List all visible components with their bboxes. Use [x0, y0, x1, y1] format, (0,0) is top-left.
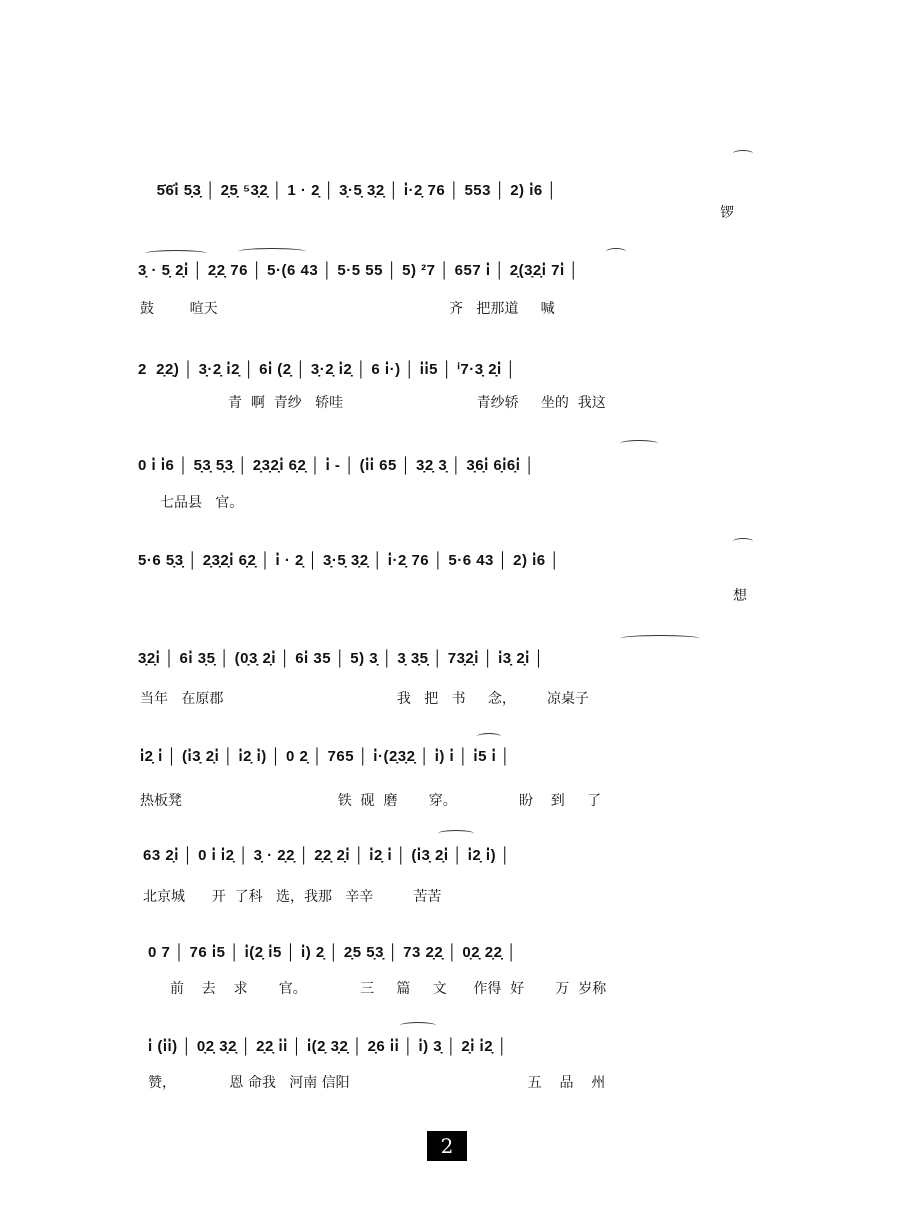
bar-line: │: [389, 182, 400, 199]
slur-mark: [620, 440, 658, 447]
notation-line-7: i̇2̣ i̇ │ (i̇3̣ 2̣i̇ │ i̇2̣ i̇) │ 0 2̣ │ 765 │ i̇·(2̣3̣2̣ │ i̇) i̇ │ i̇5 i̇ │: [140, 748, 511, 765]
lyric-line-3: 青 啊 青纱 轿哇 青纱轿 坐的 我这: [228, 395, 606, 411]
lyric-line-2: 鼓 喧天 齐 把那道 喊: [140, 301, 555, 317]
slur-mark: [145, 250, 207, 257]
lyric-line-5: 想: [733, 588, 747, 604]
bar-line: │: [495, 182, 506, 199]
slur-mark: [238, 248, 306, 255]
notation-line-10: i̇ (i̇i̇) │ 0̣2̣ 3̣2̣ │ 2̣2̣ i̇i̇ │ i̇(2̣ 3̣2̣ │ 2̣6 i̇i̇ │ i̇) 3̣ │ 2̣i̇ i̇2̣ │: [148, 1038, 508, 1055]
notation-line-3: 2 2̣2̣) │ 3̣·2̣ i̇2̣ │ 6i̇ (2̣ │ 3̣·2̣ i̇2̣ │ 6 i̇·) │ i̇i̇5 │ ⁱ7·3̣ 2̣i̇ │: [138, 361, 517, 378]
notation-line-2: 3̣ · 5̣ 2̣i̇ │ 2̣2̣ 76 │ 5·(6 43 │ 5·5 55 │ 5) ²7 │ 657 i̇ │ 2̣(3̣2̣i̇ 7i̇ │: [138, 262, 580, 279]
bar-line: │: [449, 182, 460, 199]
page-number: 2: [427, 1131, 467, 1161]
slur-mark: [733, 150, 753, 157]
bar-line: │: [547, 182, 558, 199]
slur-mark: [606, 248, 626, 255]
notation-line-5: 5·6 5̣3̣ │ 2̣3̣2̣i̇ 6̣2̣ │ i̇ · 2̣ │ 3̣·5̣ 3̣2̣ │ i̇·2̣ 76 │ 5·6 43 │ 2) i̇6 │: [138, 552, 561, 569]
notation-line-6: 3̣2̣i̇ │ 6i̇ 3̣5̣ │ (0̣3̣ 2̣i̇ │ 6i̇ 35 │ 5) 3̣ │ 3̣ 3̣5̣ │ 73̣2̣i̇ │ i̇3̣ 2̣i̇ │: [138, 650, 545, 667]
notation-line-8: 63 2̣i̇ │ 0 i̇ i̇2̣ │ 3̣ · 2̣2̣ │ 2̣2̣ 2̣i̇ │ i̇2̣ i̇ │ (i̇3̣ 2̣i̇ │ i̇2̣ i̇) │: [143, 847, 511, 864]
notation-line-9: 0 7 │ 76 i̇5 │ i̇(2̣ i̇5 │ i̇) 2̣ │ 2̣5 5̣3̣ │ 73 2̣2̣ │ 0̣2̣ 2̣2̣ │: [148, 944, 517, 961]
bar-line: │: [324, 182, 335, 199]
slur-mark: [733, 538, 753, 545]
slur-mark: [438, 830, 474, 837]
lyric-line-8: 北京城 开 了科 选，我那 辛辛 苦苦: [143, 889, 442, 905]
slur-mark: [477, 733, 501, 740]
notation-line-1: 5̇6̇i̇ 5̣3̣ │ 2̣5̣ ⁵3̣2̣ │ 1 · 2̣ │ 3̣·5̣ 3̣2̣ │ i̇·2̣ 76 │ 553 │ 2) i̇6 │: [156, 182, 558, 199]
notation-line-4: 0 i̇ i̇6 │ 5̣3̣ 5̣3̣ │ 2̣3̣2̣i̇ 6̣2̣ │ i̇ - │ (i̇i̇ 65 │ 3̣2̣ 3̣ │ 3̣6̣i̇ 6̣i̇6̣i̇ │: [138, 457, 535, 474]
lyric-line-10: 赞， 恩 命我 河南 信阳 五 品 州: [148, 1075, 606, 1091]
lyric-line-7: 热板凳 铁 砚 磨 穿。 盼 到 了: [140, 793, 602, 809]
bar-line: │: [272, 182, 283, 199]
note-group: 5̇6̇i̇ 5̣3̣: [156, 182, 202, 199]
slur-mark: [620, 635, 700, 642]
slur-mark: [400, 1022, 436, 1029]
lyric-line-6: 当年 在原郡 我 把 书 念， 凉桌子: [140, 691, 590, 707]
lyric-line-4: 七品县 官。: [160, 495, 244, 511]
lyric-line-1: 锣: [720, 205, 734, 221]
bar-line: │: [206, 182, 216, 199]
lyric-line-9: 前 去 求 官。 三 篇 文 作得 好 万 岁称: [170, 981, 607, 997]
